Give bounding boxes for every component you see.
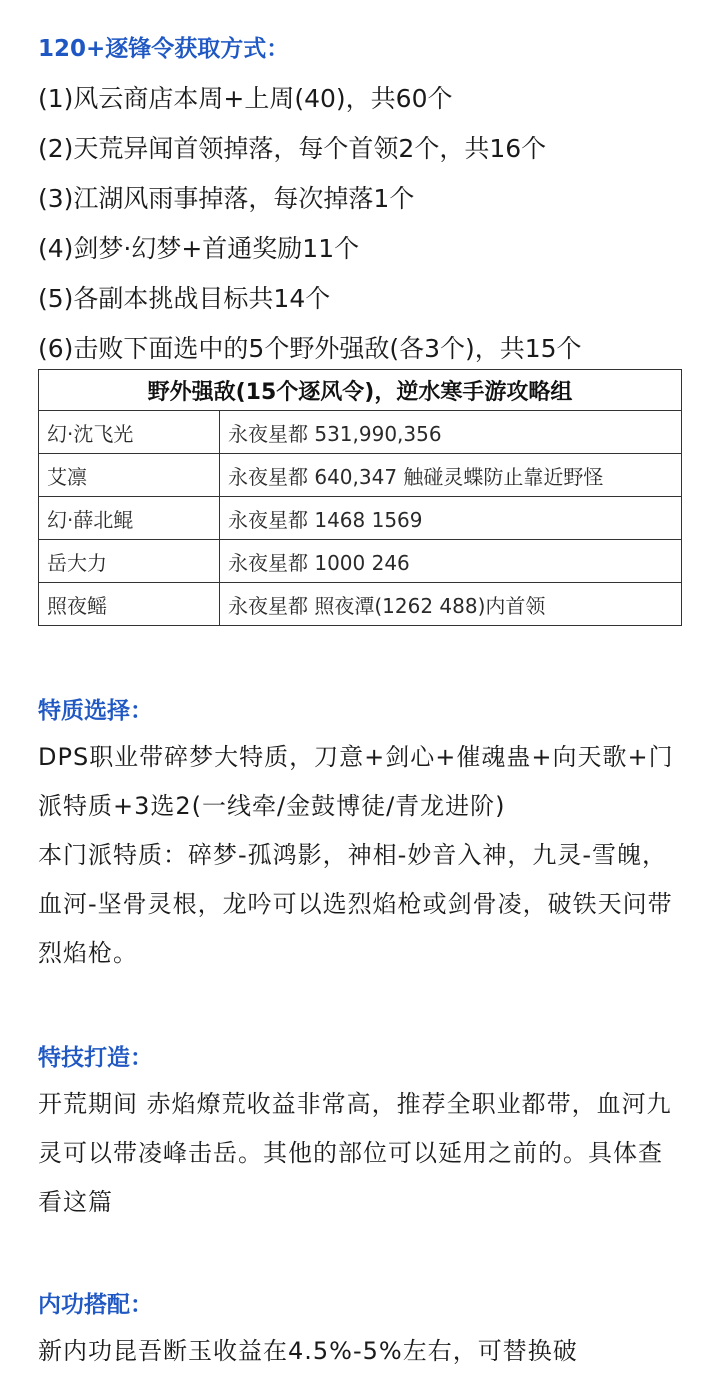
acquire-line-5: (5)各副本挑战目标共14个 — [38, 284, 331, 313]
acquire-line-6: (6)击败下面选中的5个野外强敌(各3个)，共15个 — [38, 334, 582, 363]
enemy-name: 照夜鳐 — [39, 583, 220, 626]
acquire-line-3: (3)江湖风雨事掉落，每次掉落1个 — [38, 184, 415, 213]
enemy-name: 岳大力 — [39, 540, 220, 583]
enemy-location: 永夜星都 1468 1569 — [220, 497, 682, 540]
table-row — [39, 454, 682, 497]
enemy-location: 永夜星都 1000 246 — [220, 540, 682, 583]
table-row — [39, 497, 682, 540]
enemy-table — [38, 369, 682, 626]
enemy-name: 幻·沈飞光 — [39, 411, 220, 454]
traits-heading: 特质选择： — [38, 698, 153, 724]
enemy-location: 永夜星都 照夜潭(1262 488)内首领 — [220, 583, 682, 626]
table-row — [39, 583, 682, 626]
internal-text: 新内功昆吾断玉收益在4.5%-5%左右，可替换破 — [38, 1337, 578, 1365]
table-row — [39, 540, 682, 583]
skills-text: 开荒期间 赤焰燎荒收益非常高，推荐全职业都带，血河九灵可以带凌峰击岳。其他的部位可以延用之前的。具体查看这篇 — [38, 1090, 672, 1216]
enemy-location: 永夜星都 640,347 触碰灵蝶防止靠近野怪 — [220, 454, 682, 497]
acquire-line-2: (2)天荒异闻首领掉落，每个首领2个，共16个 — [38, 134, 547, 163]
skills-heading: 特技打造： — [38, 1045, 153, 1071]
internal-heading: 内功搭配： — [38, 1292, 153, 1318]
acquire-heading: 120+逐锋令获取方式： — [38, 36, 290, 62]
table-title-row — [39, 370, 682, 411]
enemy-name: 幻·薛北鲲 — [39, 497, 220, 540]
enemy-location: 永夜星都 531,990,356 — [220, 411, 682, 454]
traits-text: DPS职业带碎梦大特质，刀意+剑心+催魂蛊+向天歌+门派特质+3选2(一线牵/金鼓博徒/青龙进阶) 本门派特质：碎梦-孤鸿影，神相-妙音入神，九灵-雪魄，血河-坚骨灵根，龙吟可以选烈焰枪或剑骨凌，破铁天问带烈焰枪。 — [38, 743, 674, 967]
acquire-line-4: (4)剑梦·幻梦+首通奖励11个 — [38, 234, 360, 263]
enemy-name: 艾凛 — [39, 454, 220, 497]
table-row — [39, 411, 682, 454]
table-title: 野外强敌(15个逐风令)，逆水寒手游攻略组 — [39, 370, 682, 411]
acquire-line-1: (1)风云商店本周+上周(40)，共60个 — [38, 84, 453, 113]
